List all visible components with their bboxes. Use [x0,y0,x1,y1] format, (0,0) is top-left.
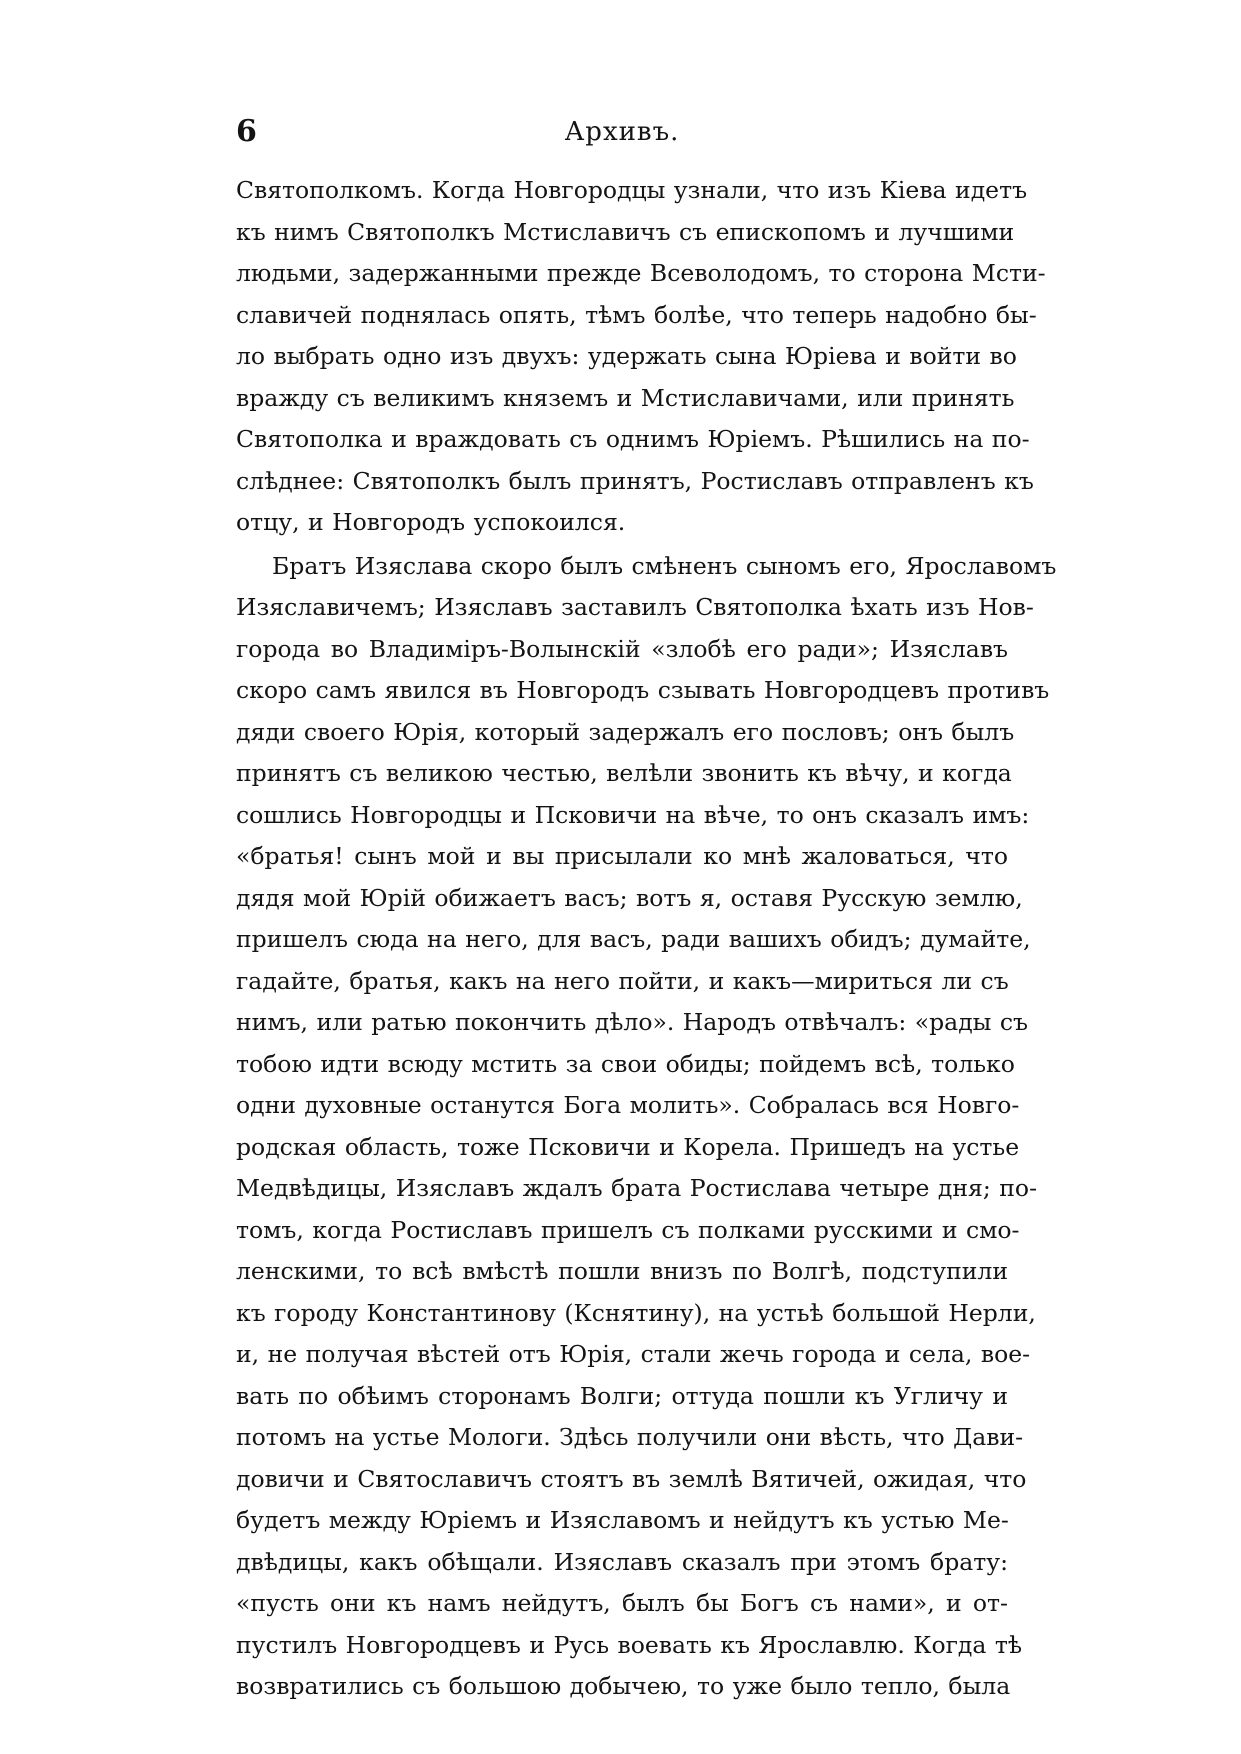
text-line: и, не получая вѣстей отъ Юрія, стали жечь города и села, вое- [236,1340,1031,1368]
text-line: родская область, тоже Псковичи и Корела. Пришедъ на устье [236,1132,1020,1161]
text-line: сошлись Новгородцы и Псковичи на вѣче, то онъ сказалъ имъ: [236,800,1030,829]
text-line: «братья! сынъ мой и вы присылали ко мнѣ жаловаться, что [236,842,1008,870]
paragraph [236,546,1057,1708]
text-line: къ нимъ Святополкъ Мстиславичъ съ епископомъ и лучшими [236,217,1015,246]
text-line: къ городу Константинову (Кснятину), на устьѣ большой Нерли, [236,1298,1036,1327]
text-line: дяди своего Юрія, который задержалъ его пословъ; онъ былъ [236,717,1015,746]
text-line: томъ, когда Ростиславъ пришелъ съ полками русскими и смо- [236,1215,1020,1244]
text-line: нимъ, или ратью покончить дѣло». Народъ отвѣчалъ: «рады съ [236,1008,1028,1036]
text-line: Братъ Изяслава скоро былъ смѣненъ сыномъ его, Ярославомъ [272,551,1057,580]
text-line: отцу, и Новгородъ успокоился. [236,508,626,536]
paragraph [236,170,1046,544]
text-line: скоро самъ явился въ Новгородъ сзывать Новгородцевъ противъ [236,676,1050,704]
text-line: гадайте, братья, какъ на него пойти, и какъ—мириться ли съ [236,966,1009,995]
text-line: вражду съ великимъ княземъ и Мстиславичами, или принять [236,383,1015,412]
body-text [236,170,1057,1708]
text-line: «пусть они къ намъ нейдутъ, былъ бы Богъ съ нами», и от- [236,1589,1008,1617]
text-line: двѣдицы, какъ обѣщали. Изяславъ сказалъ при этомъ брату: [236,1547,1008,1576]
text-line: Святополка и враждовать съ однимъ Юріемъ. Рѣшились на по- [236,425,1030,453]
page-number: 6 [236,114,257,149]
text-line: Изяславичемъ; Изяславъ заставилъ Святополка ѣхать изъ Нов- [236,593,1034,621]
text-line: принятъ съ великою честью, велѣли звонить къ вѣчу, и когда [236,759,1012,787]
text-line: ленскими, то всѣ вмѣстѣ пошли внизъ по Волгѣ, подступили [236,1257,1008,1285]
text-line: вать по обѣимъ сторонамъ Волги; оттуда пошли къ Угличу и [236,1381,1008,1410]
page-header [236,112,1008,152]
text-line: Медвѣдицы, Изяславъ ждалъ брата Ростислава четыре дня; по- [236,1174,1038,1202]
text-line: пришелъ сюда на него, для васъ, ради вашихъ обидъ; думайте, [236,925,1031,953]
text-line: дядя мой Юрій обижаетъ васъ; вотъ я, оставя Русскую землю, [236,883,1023,912]
text-line: возвратились съ большою добычею, то уже было тепло, была [236,1672,1011,1700]
text-line: потомъ на устье Мологи. Здѣсь получили они вѣсть, что Дави- [236,1423,1024,1451]
text-line: Святополкомъ. Когда Новгородцы узнали, что изъ Кіева идетъ [236,176,1028,204]
text-line: слѣднее: Святополкъ былъ принятъ, Ростиславъ отправленъ къ [236,466,1034,495]
text-line: тобою идти всюду мстить за свои обиды; пойдемъ всѣ, только [236,1049,1015,1078]
running-title: Архивъ. [564,117,680,147]
text-line: ло выбрать одно изъ двухъ: удержать сына Юріева и войти во [236,342,1017,370]
text-line: города во Владиміръ-Волынскій «злобѣ его ради»; Изяславъ [236,634,1008,663]
text-line: славичей поднялась опять, тѣмъ болѣе, что теперь надобно бы- [236,300,1037,329]
text-line: довичи и Святославичъ стоятъ въ землѣ Вятичей, ожидая, что [236,1464,1027,1493]
text-line: людьми, задержанными прежде Всеволодомъ, то сторона Мсти- [236,259,1046,287]
text-line: будетъ между Юріемъ и Изяславомъ и нейдутъ къ устью Ме- [236,1506,1009,1534]
text-line: одни духовные останутся Бога молить». Собралась вся Новго- [236,1091,1020,1119]
text-line: пустилъ Новгородцевъ и Русь воевать къ Ярославлю. Когда тѣ [236,1630,1023,1659]
